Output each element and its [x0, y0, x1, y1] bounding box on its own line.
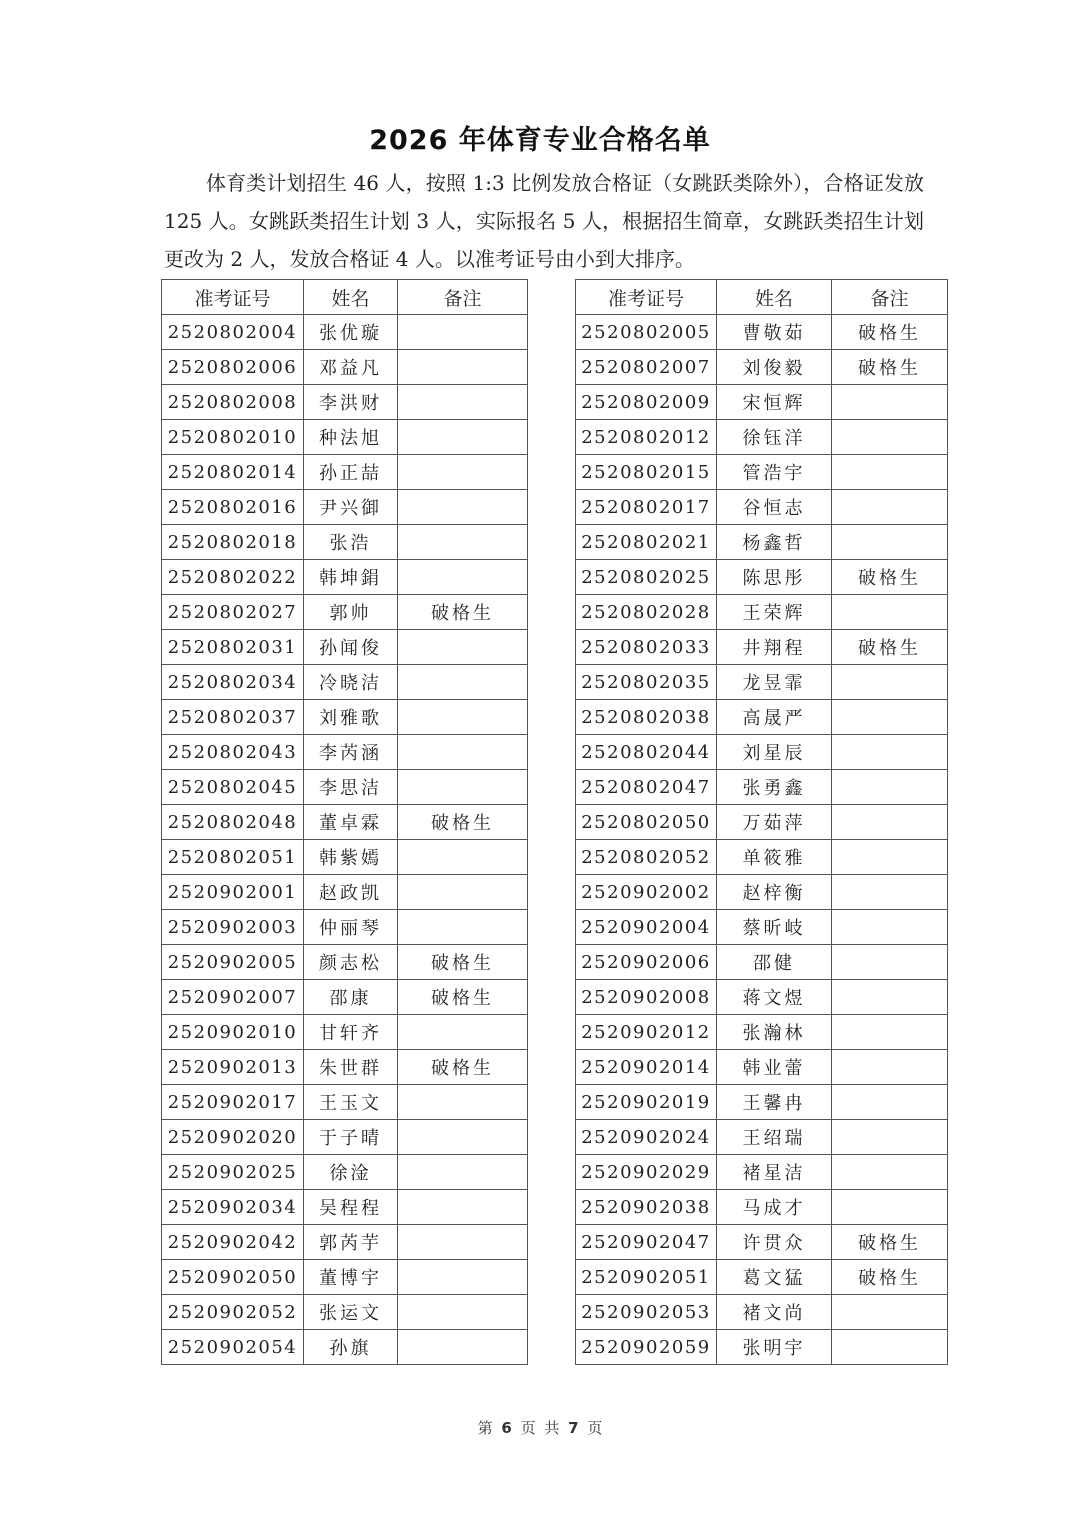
cell-note	[398, 1085, 528, 1120]
cell-note	[398, 1155, 528, 1190]
table-row	[162, 840, 528, 875]
cell-exam-id: 2520902002	[576, 875, 717, 910]
table-row	[162, 1260, 528, 1295]
cell-note	[398, 735, 528, 770]
cell-note	[832, 1190, 948, 1225]
cell-note: 破格生	[398, 945, 528, 980]
cell-student-name: 韩业蕾	[717, 1050, 832, 1085]
cell-student-name: 郭帅	[304, 595, 398, 630]
cell-student-name: 王绍瑞	[717, 1120, 832, 1155]
cell-exam-id: 2520902013	[162, 1050, 304, 1085]
cell-note	[398, 420, 528, 455]
cell-student-name: 杨鑫哲	[717, 525, 832, 560]
cell-note	[398, 525, 528, 560]
table-row	[576, 1050, 948, 1085]
cell-student-name: 徐淦	[304, 1155, 398, 1190]
cell-note	[398, 1295, 528, 1330]
cell-exam-id: 2520802018	[162, 525, 304, 560]
table-header-row	[162, 280, 528, 315]
cell-student-name: 颜志松	[304, 945, 398, 980]
cell-student-name: 刘星辰	[717, 735, 832, 770]
cell-exam-id: 2520802009	[576, 385, 717, 420]
cell-note	[398, 1190, 528, 1225]
cell-exam-id: 2520802048	[162, 805, 304, 840]
cell-exam-id: 2520902047	[576, 1225, 717, 1260]
cell-student-name: 万茹萍	[717, 805, 832, 840]
table-row	[576, 315, 948, 350]
cell-note: 破格生	[832, 350, 948, 385]
cell-note	[832, 1085, 948, 1120]
table-row	[162, 910, 528, 945]
cell-note	[832, 665, 948, 700]
cell-student-name: 管浩宇	[717, 455, 832, 490]
cell-exam-id: 2520802033	[576, 630, 717, 665]
table-row	[576, 630, 948, 665]
cell-exam-id: 2520802012	[576, 420, 717, 455]
cell-note	[832, 420, 948, 455]
cell-note: 破格生	[398, 805, 528, 840]
table-row	[162, 875, 528, 910]
cell-student-name: 宋恒辉	[717, 385, 832, 420]
cell-student-name: 王荣辉	[717, 595, 832, 630]
cell-exam-id: 2520802035	[576, 665, 717, 700]
cell-note	[832, 1015, 948, 1050]
table-row	[576, 1015, 948, 1050]
current-page-number: 6	[501, 1419, 512, 1437]
cell-student-name: 郭芮芋	[304, 1225, 398, 1260]
table-row	[576, 875, 948, 910]
table-row	[162, 455, 528, 490]
footer-middle: 页 共	[520, 1419, 560, 1437]
cell-student-name: 单筱雅	[717, 840, 832, 875]
roster-table-right	[575, 279, 948, 1365]
cell-exam-id: 2520802045	[162, 770, 304, 805]
cell-note	[398, 1330, 528, 1365]
cell-student-name: 李思洁	[304, 770, 398, 805]
cell-student-name: 龙昱霏	[717, 665, 832, 700]
cell-student-name: 赵政凯	[304, 875, 398, 910]
cell-student-name: 张优璇	[304, 315, 398, 350]
cell-exam-id: 2520902004	[576, 910, 717, 945]
table-row	[162, 420, 528, 455]
table-row	[162, 630, 528, 665]
cell-exam-id: 2520902006	[576, 945, 717, 980]
cell-exam-id: 2520802016	[162, 490, 304, 525]
cell-exam-id: 2520802027	[162, 595, 304, 630]
cell-student-name: 王馨冉	[717, 1085, 832, 1120]
cell-student-name: 刘雅歌	[304, 700, 398, 735]
cell-exam-id: 2520902012	[576, 1015, 717, 1050]
cell-note	[398, 875, 528, 910]
cell-exam-id: 2520902042	[162, 1225, 304, 1260]
table-row	[576, 1155, 948, 1190]
header-name: 姓名	[304, 280, 398, 315]
cell-note	[398, 1225, 528, 1260]
cell-exam-id: 2520902019	[576, 1085, 717, 1120]
cell-exam-id: 2520902054	[162, 1330, 304, 1365]
cell-student-name: 邵健	[717, 945, 832, 980]
table-row	[576, 1295, 948, 1330]
table-row	[162, 665, 528, 700]
table-row	[162, 805, 528, 840]
cell-note	[832, 945, 948, 980]
cell-student-name: 于子晴	[304, 1120, 398, 1155]
cell-note	[398, 665, 528, 700]
cell-exam-id: 2520902001	[162, 875, 304, 910]
roster-table-left	[161, 279, 528, 1365]
cell-student-name: 陈思彤	[717, 560, 832, 595]
table-row	[162, 770, 528, 805]
document-title: 2026 年体育专业合格名单	[369, 125, 711, 156]
table-row	[576, 455, 948, 490]
table-row	[162, 1190, 528, 1225]
table-row	[162, 490, 528, 525]
cell-student-name: 许贯众	[717, 1225, 832, 1260]
cell-student-name: 高晟严	[717, 700, 832, 735]
cell-student-name: 吴程程	[304, 1190, 398, 1225]
cell-note	[398, 490, 528, 525]
cell-student-name: 褚星洁	[717, 1155, 832, 1190]
table-row	[576, 910, 948, 945]
cell-student-name: 曹敬茹	[717, 315, 832, 350]
table-row	[162, 315, 528, 350]
table-row	[162, 945, 528, 980]
cell-student-name: 董博宇	[304, 1260, 398, 1295]
cell-student-name: 尹兴御	[304, 490, 398, 525]
cell-student-name: 刘俊毅	[717, 350, 832, 385]
cell-exam-id: 2520802050	[576, 805, 717, 840]
intro-paragraph	[164, 164, 924, 278]
cell-note	[398, 770, 528, 805]
table-row	[162, 1015, 528, 1050]
cell-exam-id: 2520902017	[162, 1085, 304, 1120]
cell-note	[832, 455, 948, 490]
cell-student-name: 马成才	[717, 1190, 832, 1225]
cell-student-name: 张浩	[304, 525, 398, 560]
cell-exam-id: 2520802017	[576, 490, 717, 525]
page-footer	[0, 1417, 1080, 1438]
cell-note	[832, 805, 948, 840]
table-row	[576, 700, 948, 735]
cell-exam-id: 2520902024	[576, 1120, 717, 1155]
cell-exam-id: 2520902025	[162, 1155, 304, 1190]
cell-exam-id: 2520802006	[162, 350, 304, 385]
header-exam-id: 准考证号	[576, 280, 717, 315]
table-row	[162, 1120, 528, 1155]
table-row	[576, 1260, 948, 1295]
cell-note	[832, 490, 948, 525]
table-row	[576, 770, 948, 805]
table-row	[576, 350, 948, 385]
cell-exam-id: 2520902051	[576, 1260, 717, 1295]
cell-exam-id: 2520902059	[576, 1330, 717, 1365]
cell-student-name: 徐钰洋	[717, 420, 832, 455]
header-note: 备注	[832, 280, 948, 315]
header-exam-id: 准考证号	[162, 280, 304, 315]
cell-exam-id: 2520802028	[576, 595, 717, 630]
table-row	[162, 385, 528, 420]
table-header-row	[576, 280, 948, 315]
cell-note	[832, 385, 948, 420]
cell-exam-id: 2520802025	[576, 560, 717, 595]
table-row	[162, 350, 528, 385]
table-row	[162, 1225, 528, 1260]
cell-note	[398, 350, 528, 385]
cell-note	[832, 875, 948, 910]
cell-exam-id: 2520802008	[162, 385, 304, 420]
table-row	[576, 1225, 948, 1260]
cell-note	[832, 840, 948, 875]
cell-exam-id: 2520802051	[162, 840, 304, 875]
cell-exam-id: 2520802010	[162, 420, 304, 455]
cell-exam-id: 2520902052	[162, 1295, 304, 1330]
total-page-count: 7	[568, 1419, 579, 1437]
cell-note: 破格生	[832, 1225, 948, 1260]
cell-note: 破格生	[832, 560, 948, 595]
cell-student-name: 谷恒志	[717, 490, 832, 525]
cell-note	[832, 1120, 948, 1155]
table-row	[576, 525, 948, 560]
cell-note	[832, 1295, 948, 1330]
cell-note	[832, 700, 948, 735]
cell-student-name: 孙旗	[304, 1330, 398, 1365]
cell-exam-id: 2520902008	[576, 980, 717, 1015]
table-row	[576, 385, 948, 420]
table-row	[576, 1120, 948, 1155]
cell-exam-id: 2520902003	[162, 910, 304, 945]
cell-exam-id: 2520802014	[162, 455, 304, 490]
cell-note	[832, 770, 948, 805]
cell-note	[832, 1330, 948, 1365]
header-name: 姓名	[717, 280, 832, 315]
cell-exam-id: 2520902053	[576, 1295, 717, 1330]
cell-student-name: 孙正喆	[304, 455, 398, 490]
cell-student-name: 董卓霖	[304, 805, 398, 840]
table-row	[162, 595, 528, 630]
cell-student-name: 李洪财	[304, 385, 398, 420]
cell-note	[398, 315, 528, 350]
cell-student-name: 褚文尚	[717, 1295, 832, 1330]
cell-exam-id: 2520802043	[162, 735, 304, 770]
cell-note: 破格生	[832, 315, 948, 350]
cell-student-name: 邵康	[304, 980, 398, 1015]
table-row	[576, 805, 948, 840]
cell-exam-id: 2520802015	[576, 455, 717, 490]
footer-prefix: 第	[477, 1419, 493, 1437]
table-row	[576, 945, 948, 980]
header-note: 备注	[398, 280, 528, 315]
table-row	[576, 1330, 948, 1365]
cell-student-name: 朱世群	[304, 1050, 398, 1085]
cell-student-name: 蒋文煜	[717, 980, 832, 1015]
cell-exam-id: 2520902038	[576, 1190, 717, 1225]
cell-exam-id: 2520902029	[576, 1155, 717, 1190]
cell-exam-id: 2520802021	[576, 525, 717, 560]
cell-student-name: 韩紫嫣	[304, 840, 398, 875]
table-row	[162, 1085, 528, 1120]
cell-exam-id: 2520802004	[162, 315, 304, 350]
table-row	[576, 595, 948, 630]
cell-note: 破格生	[398, 980, 528, 1015]
intro-text: 体育类计划招生 46 人，按照 1:3 比例发放合格证（女跳跃类除外），合格证发放 125 人。女跳跃类招生计划 3 人，实际报名 5 人，根据招生简章，女跳跃类招生计划更改为 2 人，发放合格证 4 人。以准考证号由小到大排序。	[164, 171, 924, 271]
cell-exam-id: 2520902005	[162, 945, 304, 980]
cell-note	[398, 1120, 528, 1155]
table-row	[162, 980, 528, 1015]
cell-exam-id: 2520902020	[162, 1120, 304, 1155]
cell-note: 破格生	[832, 630, 948, 665]
footer-suffix: 页	[587, 1419, 603, 1437]
cell-note	[398, 630, 528, 665]
cell-note	[832, 1155, 948, 1190]
table-row	[162, 1155, 528, 1190]
cell-note: 破格生	[832, 1260, 948, 1295]
cell-student-name: 甘轩齐	[304, 1015, 398, 1050]
cell-note	[832, 980, 948, 1015]
cell-note	[398, 385, 528, 420]
cell-exam-id: 2520802037	[162, 700, 304, 735]
cell-exam-id: 2520802005	[576, 315, 717, 350]
table-row	[162, 560, 528, 595]
cell-exam-id: 2520902034	[162, 1190, 304, 1225]
cell-note	[398, 840, 528, 875]
cell-student-name: 张勇鑫	[717, 770, 832, 805]
cell-exam-id: 2520802007	[576, 350, 717, 385]
cell-student-name: 张明宇	[717, 1330, 832, 1365]
cell-note	[398, 1015, 528, 1050]
cell-note: 破格生	[398, 1050, 528, 1085]
cell-student-name: 赵梓衡	[717, 875, 832, 910]
cell-student-name: 冷晓洁	[304, 665, 398, 700]
cell-student-name: 仲丽琴	[304, 910, 398, 945]
cell-note	[832, 1050, 948, 1085]
cell-student-name: 李芮涵	[304, 735, 398, 770]
table-row	[576, 980, 948, 1015]
table-row	[162, 700, 528, 735]
cell-student-name: 井翔程	[717, 630, 832, 665]
table-row	[576, 490, 948, 525]
cell-exam-id: 2520802034	[162, 665, 304, 700]
cell-note	[832, 525, 948, 560]
table-row	[576, 665, 948, 700]
cell-note	[398, 700, 528, 735]
cell-student-name: 王玉文	[304, 1085, 398, 1120]
cell-exam-id: 2520802047	[576, 770, 717, 805]
cell-exam-id: 2520902050	[162, 1260, 304, 1295]
table-row	[576, 420, 948, 455]
table-row	[162, 1295, 528, 1330]
cell-exam-id: 2520802031	[162, 630, 304, 665]
cell-note	[398, 1260, 528, 1295]
table-row	[162, 525, 528, 560]
cell-note	[832, 910, 948, 945]
table-row	[576, 560, 948, 595]
cell-exam-id: 2520902014	[576, 1050, 717, 1085]
table-row	[162, 735, 528, 770]
cell-exam-id: 2520802022	[162, 560, 304, 595]
cell-student-name: 孙闻俊	[304, 630, 398, 665]
cell-exam-id: 2520802044	[576, 735, 717, 770]
cell-note	[832, 595, 948, 630]
cell-exam-id: 2520902007	[162, 980, 304, 1015]
table-row	[162, 1330, 528, 1365]
cell-exam-id: 2520802038	[576, 700, 717, 735]
cell-student-name: 张瀚林	[717, 1015, 832, 1050]
table-row	[576, 840, 948, 875]
table-row	[576, 735, 948, 770]
cell-student-name: 韩坤鋗	[304, 560, 398, 595]
cell-note	[832, 735, 948, 770]
table-row	[576, 1190, 948, 1225]
cell-note	[398, 455, 528, 490]
cell-exam-id: 2520802052	[576, 840, 717, 875]
cell-note	[398, 560, 528, 595]
cell-student-name: 邓益凡	[304, 350, 398, 385]
cell-student-name: 种法旭	[304, 420, 398, 455]
cell-note: 破格生	[398, 595, 528, 630]
cell-exam-id: 2520902010	[162, 1015, 304, 1050]
cell-student-name: 葛文猛	[717, 1260, 832, 1295]
table-row	[162, 1050, 528, 1085]
cell-note	[398, 910, 528, 945]
cell-student-name: 张运文	[304, 1295, 398, 1330]
cell-student-name: 蔡昕岐	[717, 910, 832, 945]
table-row	[576, 1085, 948, 1120]
